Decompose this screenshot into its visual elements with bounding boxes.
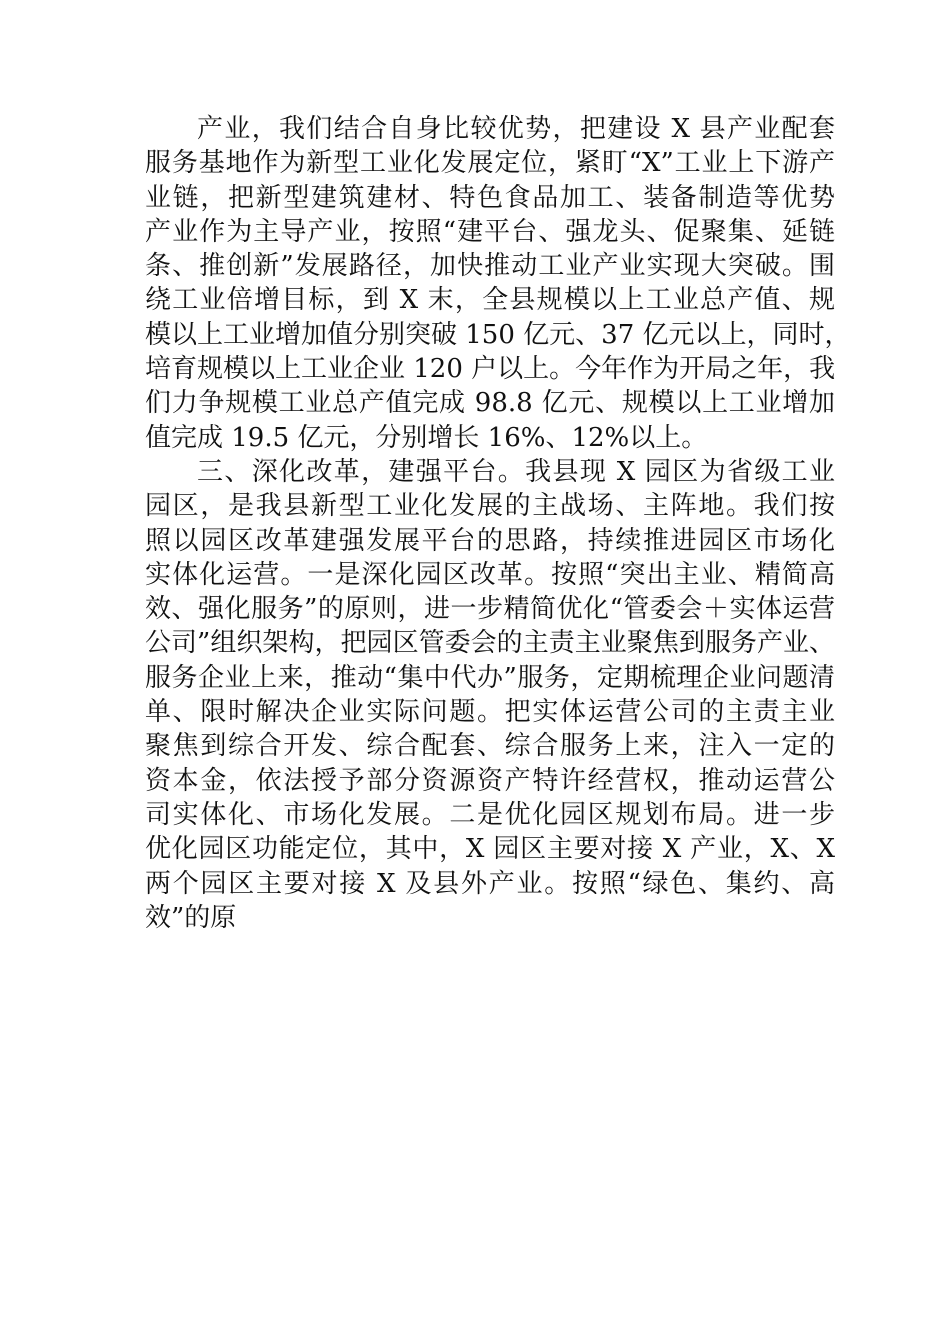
text-line: 效”的原 <box>145 902 237 933</box>
text-line: 三、深化改革，建强平台。我县现 X 园区为省级工业 <box>197 456 835 487</box>
text-line: 照以园区改革建强发展平台的思路，持续推进园区市场化 <box>145 525 835 556</box>
text-line: 资本金，依法授予部分资源资产特许经营权，推动运营公 <box>145 765 835 796</box>
text-line: 培育规模以上工业企业 120 户以上。今年作为开局之年，我 <box>145 354 836 385</box>
text-line: 们力争规模工业总产值完成 98.8 亿元、规模以上工业增加 <box>145 388 835 419</box>
text-line: 实体化运营。一是深化园区改革。按照“突出主业、精简高 <box>145 559 835 590</box>
text-line: 单、限时解决企业实际问题。把实体运营公司的主责主业 <box>145 697 835 728</box>
paragraph-reform <box>145 455 835 935</box>
text-line: 两个园区主要对接 X 及县外产业。按照“绿色、集约、高 <box>145 868 835 899</box>
text-line: 绕工业倍增目标，到 X 末，全县规模以上工业总产值、规 <box>145 285 835 316</box>
text-line: 服务企业上来，推动“集中代办”服务，定期梳理企业问题清 <box>145 662 835 693</box>
document-body <box>145 112 851 935</box>
text-line: 业链，把新型建筑建材、特色食品加工、装备制造等优势 <box>145 182 835 213</box>
text-line: 产业作为主导产业，按照“建平台、强龙头、促聚集、延链 <box>145 216 835 247</box>
text-line: 公司”组织架构，把园区管委会的主责主业聚焦到服务产业、 <box>145 628 835 659</box>
text-line: 值完成 19.5 亿元，分别增长 16%、12%以上。 <box>145 422 708 453</box>
text-line: 模以上工业增加值分别突破 150 亿元、37 亿元以上，同时， <box>145 319 851 350</box>
text-line: 服务基地作为新型工业化发展定位，紧盯“X”工业上下游产 <box>145 148 835 179</box>
text-line: 司实体化、市场化发展。二是优化园区规划布局。进一步 <box>145 799 835 830</box>
paragraph-industry <box>145 112 851 455</box>
text-line: 产业，我们结合自身比较优势，把建设 X 县产业配套 <box>197 114 835 144</box>
text-line: 聚焦到综合开发、综合配套、综合服务上来，注入一定的 <box>145 731 835 762</box>
text-line: 优化园区功能定位，其中，X 园区主要对接 X 产业，X、X <box>145 834 835 865</box>
text-line: 园区，是我县新型工业化发展的主战场、主阵地。我们按 <box>145 491 835 522</box>
text-line: 效、强化服务”的原则，进一步精简优化“管委会＋实体运营 <box>145 594 835 625</box>
text-line: 条、推创新”发展路径，加快推动工业产业实现大突破。围 <box>145 251 835 282</box>
